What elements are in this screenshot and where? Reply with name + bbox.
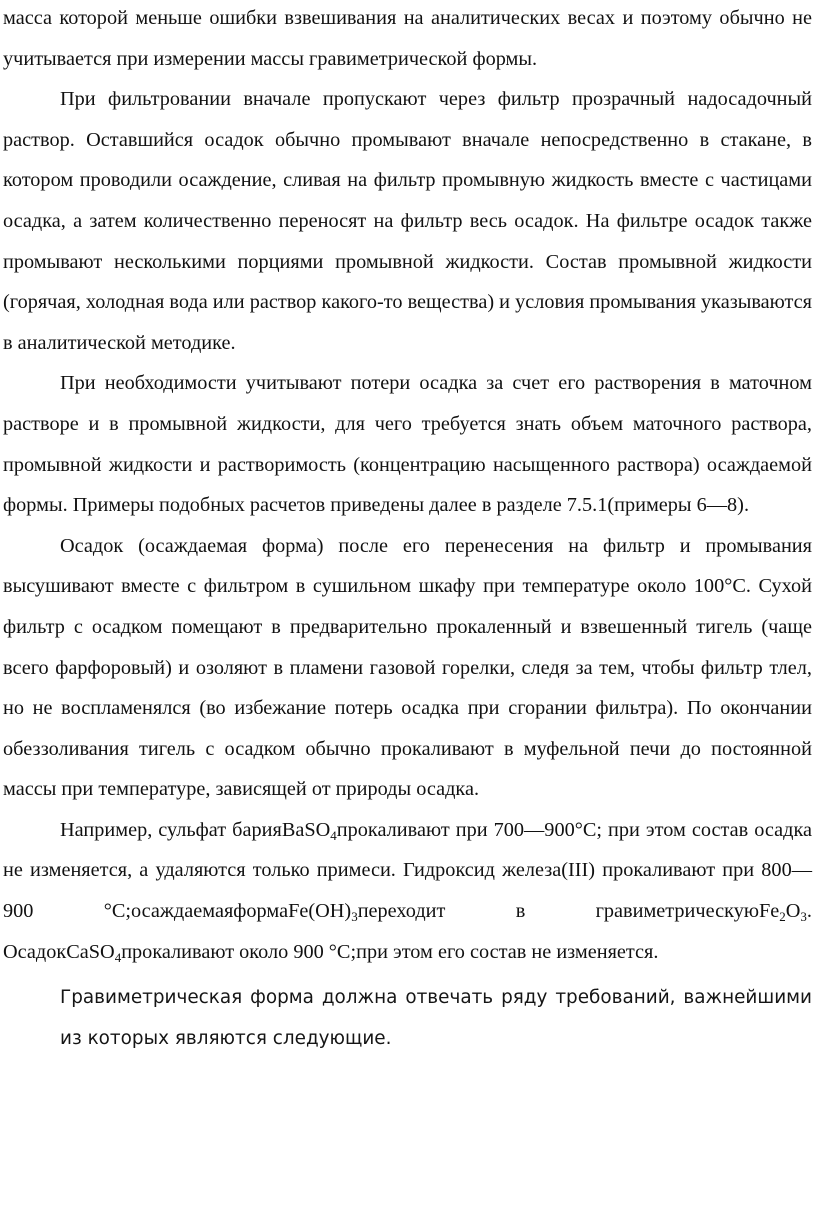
example-text-4: . Осадок [3,900,812,963]
formula-caso4: CaSO$_4$ [66,940,122,965]
formula-baso4: BaSO$_4$ [281,818,337,843]
formula-fe2o3: $Fe_2O_3$ [758,900,807,925]
paragraph-example [3,810,812,972]
formula-feoh3: $Fe(OH)_3$ [288,900,358,925]
paragraph-losses: При необходимости учитывают потери осадка за счет его растворения в маточном растворе и в промывной жидкости, для чего требуется знать объем маточного раствора, промывной жидкости и растворимость (концентрацию насыщенного раствора) осаждаемой формы. Примеры подобных расчетов приведены далее в разделе 7.5.1(примеры 6—8). [3,372,812,517]
example-text-3: переходит в гравиметрическую [357,900,759,923]
paragraph-drying: Осадок (осаждаемая форма) после его перенесения на фильтр и промывания высушивают вместе с фильтром в сушильном шкафу при температуре около 100°С. Сухой фильтр с осадком помещают в предварительно прокаленный и взвешенный тигель (чаще всего фарфоровый) и озоляют в пламени газовой горелки, следя за тем, чтобы фильтр тлел, но не воспламенялся (во избежание потерь осадка при сгорании фильтра). По окончании обеззоливания тигель с осадком обычно прокаливают в муфельной печи до постоянной массы при температуре, зависящей от природы осадка. [3,534,812,801]
paragraph-requirements: Гравиметрическая форма должна отвечать ряду требований, важнейшими из которых являются следующие. [60,987,812,1049]
paragraph-continuation: масса которой меньше ошибки взвешивания на аналитических весах и поэтому обычно не учитывается при измерении массы гравиметрической формы. [3,7,812,70]
paragraph-filtering: При фильтровании вначале пропускают через фильтр прозрачный надосадочный раствор. Оставшийся осадок обычно промывают вначале непосредственно в стакане, в котором проводили осаждение, сливая на фильтр промывную жидкость вместе с частицами осадка, а затем количественно переносят на фильтр весь осадок. На фильтре осадок также промывают несколькими порциями промывной жидкости. Состав промывной жидкости (горячая, холодная вода или раствор какого-то вещества) и условия промывания указываются в аналитической методике. [3,88,812,354]
example-text-1: Например, сульфат бария [60,818,282,841]
example-text-2: прокаливают при 700—900°С; при этом состав осадка не изменяется, а удаляются только примеси. Гидроксид железа(III) прокаливают при 800—900 °С;осаждаемаяформа [3,818,812,923]
example-text-5: прокаливают около 900 °С;при этом его состав не изменяется. [121,940,659,963]
